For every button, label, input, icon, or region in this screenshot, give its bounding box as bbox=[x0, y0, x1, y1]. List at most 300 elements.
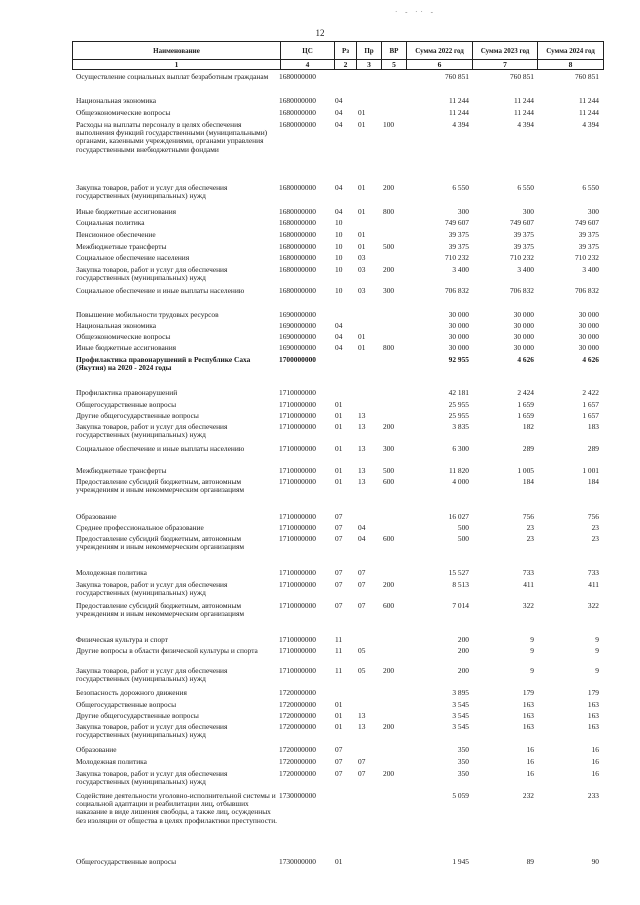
cell-s23: 749 607 bbox=[509, 218, 534, 227]
cell-vr: 600 bbox=[383, 534, 395, 543]
cell-s24: 4 626 bbox=[582, 355, 599, 364]
cell-s24: 183 bbox=[587, 422, 599, 431]
cell-s22: 11 244 bbox=[448, 96, 469, 105]
cell-s23: 232 bbox=[522, 791, 534, 800]
cell-s23: 4 626 bbox=[517, 355, 534, 364]
header-num-7: 7 bbox=[473, 60, 538, 70]
cell-pr: 07 bbox=[358, 580, 366, 589]
cell-name: Национальная экономика bbox=[76, 96, 157, 105]
cell-rz: 04 bbox=[335, 108, 343, 117]
cell-s24: 30 000 bbox=[578, 321, 599, 330]
cell-s23: 30 000 bbox=[513, 332, 534, 341]
cell-name: Профилактика правонарушений в Республике Саха (Якутия) на 2020 - 2024 годы bbox=[76, 355, 251, 373]
cell-s23: 1 005 bbox=[517, 466, 534, 475]
cell-s22: 3 895 bbox=[452, 688, 469, 697]
header-sum-2023: Сумма 2023 год bbox=[473, 42, 538, 60]
cell-s24: 163 bbox=[587, 711, 599, 720]
cell-s24: 1 657 bbox=[582, 411, 599, 420]
cell-s24: 184 bbox=[587, 477, 599, 486]
cell-rz: 11 bbox=[335, 666, 343, 675]
cell-s22: 11 244 bbox=[448, 108, 469, 117]
cell-s24: 289 bbox=[587, 444, 599, 453]
cell-name: Межбюджетные трансферты bbox=[76, 466, 167, 475]
cell-name: Предоставление субсидий бюджетным, автономным учреждениям и иным некоммерческим организациям bbox=[76, 477, 245, 495]
cell-cs: 1720000000 bbox=[279, 711, 316, 720]
cell-name: Социальное обеспечение и иные выплаты населению bbox=[76, 444, 245, 453]
cell-s24: 706 832 bbox=[574, 286, 599, 295]
cell-s22: 200 bbox=[457, 666, 469, 675]
cell-cs: 1680000000 bbox=[279, 265, 316, 274]
cell-cs: 1710000000 bbox=[279, 512, 316, 521]
cell-cs: 1710000000 bbox=[279, 400, 316, 409]
cell-rz: 07 bbox=[335, 601, 343, 610]
cell-vr: 200 bbox=[383, 183, 395, 192]
cell-pr: 07 bbox=[358, 568, 366, 577]
cell-cs: 1710000000 bbox=[279, 422, 316, 431]
header-vr: ВР bbox=[382, 42, 407, 60]
cell-rz: 10 bbox=[335, 253, 343, 262]
cell-pr: 05 bbox=[358, 646, 366, 655]
cell-cs: 1710000000 bbox=[279, 534, 316, 543]
header-cs: ЦС bbox=[281, 42, 335, 60]
cell-rz: 07 bbox=[335, 512, 343, 521]
cell-s22: 350 bbox=[457, 745, 469, 754]
header-num-8: 8 bbox=[538, 60, 604, 70]
cell-cs: 1720000000 bbox=[279, 688, 316, 697]
cell-rz: 11 bbox=[335, 646, 343, 655]
cell-cs: 1710000000 bbox=[279, 635, 316, 644]
cell-s24: 710 232 bbox=[574, 253, 599, 262]
cell-name: Другие вопросы в области физической культуры и спорта bbox=[76, 646, 258, 655]
cell-s24: 179 bbox=[587, 688, 599, 697]
cell-cs: 1680000000 bbox=[279, 253, 316, 262]
cell-cs: 1680000000 bbox=[279, 242, 316, 251]
cell-s22: 15 527 bbox=[448, 568, 469, 577]
cell-rz: 01 bbox=[335, 857, 343, 866]
cell-name: Закупка товаров, работ и услуг для обеспечения государственных (муниципальных) нужд bbox=[76, 265, 228, 283]
cell-cs: 1690000000 bbox=[279, 332, 316, 341]
cell-pr: 01 bbox=[358, 207, 366, 216]
cell-s24: 9 bbox=[595, 666, 599, 675]
cell-s22: 92 955 bbox=[448, 355, 469, 364]
cell-rz: 04 bbox=[335, 332, 343, 341]
cell-s23: 23 bbox=[526, 523, 534, 532]
cell-s22: 11 820 bbox=[448, 466, 469, 475]
cell-pr: 13 bbox=[358, 466, 366, 475]
cell-s23: 163 bbox=[522, 700, 534, 709]
cell-s22: 8 513 bbox=[452, 580, 469, 589]
cell-s24: 733 bbox=[587, 568, 599, 577]
cell-s24: 90 bbox=[591, 857, 599, 866]
cell-s24: 1 657 bbox=[582, 400, 599, 409]
cell-pr: 07 bbox=[358, 601, 366, 610]
cell-rz: 10 bbox=[335, 218, 343, 227]
cell-s22: 30 000 bbox=[448, 310, 469, 319]
cell-pr: 07 bbox=[358, 757, 366, 766]
cell-cs: 1730000000 bbox=[279, 791, 316, 800]
cell-cs: 1690000000 bbox=[279, 310, 316, 319]
cell-s24: 411 bbox=[588, 580, 599, 589]
cell-cs: 1680000000 bbox=[279, 286, 316, 295]
cell-vr: 100 bbox=[383, 120, 395, 129]
cell-s22: 4 394 bbox=[452, 120, 469, 129]
cell-s23: 2 424 bbox=[517, 388, 534, 397]
cell-cs: 1710000000 bbox=[279, 666, 316, 675]
cell-name: Общегосударственные вопросы bbox=[76, 857, 177, 866]
cell-s23: 9 bbox=[530, 666, 534, 675]
cell-pr: 03 bbox=[358, 286, 366, 295]
cell-name: Молодежная политика bbox=[76, 568, 147, 577]
cell-rz: 01 bbox=[335, 700, 343, 709]
cell-vr: 600 bbox=[383, 477, 395, 486]
cell-s22: 706 832 bbox=[444, 286, 469, 295]
cell-rz: 07 bbox=[335, 580, 343, 589]
cell-s24: 11 244 bbox=[578, 96, 599, 105]
cell-name: Безопасность дорожного движения bbox=[76, 688, 187, 697]
cell-vr: 200 bbox=[383, 422, 395, 431]
cell-s22: 25 955 bbox=[448, 400, 469, 409]
cell-s23: 706 832 bbox=[509, 286, 534, 295]
cell-s22: 6 300 bbox=[452, 444, 469, 453]
cell-s22: 1 945 bbox=[452, 857, 469, 866]
cell-s24: 3 400 bbox=[582, 265, 599, 274]
cell-s22: 30 000 bbox=[448, 321, 469, 330]
cell-s24: 2 422 bbox=[582, 388, 599, 397]
cell-s22: 710 232 bbox=[444, 253, 469, 262]
cell-s23: 11 244 bbox=[513, 108, 534, 117]
cell-name: Закупка товаров, работ и услуг для обеспечения государственных (муниципальных) нужд bbox=[76, 580, 228, 598]
cell-rz: 04 bbox=[335, 96, 343, 105]
header-sum-2024: Сумма 2024 год bbox=[538, 42, 604, 60]
cell-name: Расходы на выплаты персоналу в целях обеспечения выполнения функций государственными (муниципальными) органами, казенными учреждениями, органами управления государственными внебюджетными фондами bbox=[76, 120, 268, 154]
cell-s24: 30 000 bbox=[578, 310, 599, 319]
cell-name: Осуществление социальных выплат безработным гражданам bbox=[76, 72, 269, 81]
cell-name: Общеэкономические вопросы bbox=[76, 332, 171, 341]
cell-s24: 6 550 bbox=[582, 183, 599, 192]
cell-cs: 1710000000 bbox=[279, 388, 316, 397]
cell-cs: 1700000000 bbox=[279, 355, 316, 364]
cell-s23: 16 bbox=[526, 757, 534, 766]
cell-vr: 200 bbox=[383, 265, 395, 274]
cell-cs: 1720000000 bbox=[279, 700, 316, 709]
cell-s23: 30 000 bbox=[513, 310, 534, 319]
cell-pr: 05 bbox=[358, 666, 366, 675]
cell-rz: 04 bbox=[335, 120, 343, 129]
cell-s24: 749 607 bbox=[574, 218, 599, 227]
cell-pr: 01 bbox=[358, 343, 366, 352]
cell-vr: 800 bbox=[383, 343, 395, 352]
cell-name: Иные бюджетные ассигнования bbox=[76, 207, 177, 216]
header-num-2: 2 bbox=[335, 60, 357, 70]
cell-pr: 13 bbox=[358, 722, 366, 731]
cell-pr: 03 bbox=[358, 265, 366, 274]
cell-s22: 6 550 bbox=[452, 183, 469, 192]
cell-rz: 01 bbox=[335, 444, 343, 453]
cell-s23: 39 375 bbox=[513, 230, 534, 239]
cell-s24: 4 394 bbox=[582, 120, 599, 129]
cell-name: Пенсионное обеспечение bbox=[76, 230, 156, 239]
cell-s24: 9 bbox=[595, 646, 599, 655]
cell-rz: 04 bbox=[335, 343, 343, 352]
cell-s23: 11 244 bbox=[513, 96, 534, 105]
cell-s22: 30 000 bbox=[448, 332, 469, 341]
cell-s22: 16 027 bbox=[448, 512, 469, 521]
cell-s24: 163 bbox=[587, 700, 599, 709]
cell-s23: 300 bbox=[522, 207, 534, 216]
cell-pr: 13 bbox=[358, 444, 366, 453]
cell-s24: 163 bbox=[587, 722, 599, 731]
header-num-6: 6 bbox=[407, 60, 473, 70]
cell-vr: 600 bbox=[383, 601, 395, 610]
cell-pr: 01 bbox=[358, 108, 366, 117]
cell-s22: 749 607 bbox=[444, 218, 469, 227]
cell-rz: 01 bbox=[335, 422, 343, 431]
cell-name: Закупка товаров, работ и услуг для обеспечения государственных (муниципальных) нужд bbox=[76, 183, 228, 201]
cell-s22: 350 bbox=[457, 757, 469, 766]
cell-s22: 3 545 bbox=[452, 722, 469, 731]
cell-name: Предоставление субсидий бюджетным, автономным учреждениям и иным некоммерческим организациям bbox=[76, 534, 245, 552]
cell-rz: 04 bbox=[335, 321, 343, 330]
cell-s23: 4 394 bbox=[517, 120, 534, 129]
cell-cs: 1680000000 bbox=[279, 230, 316, 239]
cell-s24: 23 bbox=[591, 523, 599, 532]
cell-cs: 1710000000 bbox=[279, 444, 316, 453]
cell-s23: 322 bbox=[522, 601, 534, 610]
cell-cs: 1720000000 bbox=[279, 769, 316, 778]
cell-rz: 10 bbox=[335, 265, 343, 274]
cell-s22: 200 bbox=[457, 635, 469, 644]
cell-s23: 3 400 bbox=[517, 265, 534, 274]
cell-s23: 733 bbox=[522, 568, 534, 577]
cell-s22: 39 375 bbox=[448, 230, 469, 239]
cell-pr: 13 bbox=[358, 411, 366, 420]
cell-s23: 756 bbox=[522, 512, 534, 521]
cell-vr: 800 bbox=[383, 207, 395, 216]
cell-cs: 1710000000 bbox=[279, 601, 316, 610]
cell-rz: 07 bbox=[335, 534, 343, 543]
cell-s24: 30 000 bbox=[578, 332, 599, 341]
cell-name: Повышение мобильности трудовых ресурсов bbox=[76, 310, 219, 319]
cell-name: Закупка товаров, работ и услуг для обеспечения государственных (муниципальных) нужд bbox=[76, 666, 228, 684]
cell-vr: 500 bbox=[383, 242, 395, 251]
header-num-5: 5 bbox=[382, 60, 407, 70]
cell-cs: 1710000000 bbox=[279, 646, 316, 655]
header-rz: Рз bbox=[335, 42, 357, 60]
cell-s24: 233 bbox=[587, 791, 599, 800]
cell-name: Закупка товаров, работ и услуг для обеспечения государственных (муниципальных) нужд bbox=[76, 769, 228, 787]
cell-rz: 01 bbox=[335, 466, 343, 475]
cell-pr: 07 bbox=[358, 769, 366, 778]
cell-name: Образование bbox=[76, 745, 117, 754]
cell-rz: 10 bbox=[335, 242, 343, 251]
cell-cs: 1730000000 bbox=[279, 857, 316, 866]
cell-name: Социальное обеспечение населения bbox=[76, 253, 190, 262]
cell-vr: 200 bbox=[383, 666, 395, 675]
cell-s24: 16 bbox=[591, 757, 599, 766]
cell-cs: 1720000000 bbox=[279, 745, 316, 754]
cell-s22: 200 bbox=[457, 646, 469, 655]
cell-name: Физическая культура и спорт bbox=[76, 635, 168, 644]
cell-s24: 39 375 bbox=[578, 230, 599, 239]
cell-s24: 300 bbox=[587, 207, 599, 216]
cell-name: Содействие деятельности уголовно-исполнительной системы и социальной адаптации и реабилитации лиц, отбывших наказание в виде лишения свободы, а также лиц, осужденных без изоляции от общества в целях профилактики преступности. bbox=[76, 791, 278, 825]
cell-s23: 182 bbox=[522, 422, 534, 431]
cell-s22: 42 181 bbox=[448, 388, 469, 397]
cell-pr: 13 bbox=[358, 477, 366, 486]
cell-pr: 01 bbox=[358, 230, 366, 239]
cell-s24: 30 000 bbox=[578, 343, 599, 352]
cell-cs: 1680000000 bbox=[279, 108, 316, 117]
cell-s23: 39 375 bbox=[513, 242, 534, 251]
cell-s22: 3 545 bbox=[452, 711, 469, 720]
cell-cs: 1680000000 bbox=[279, 120, 316, 129]
cell-name: Другие общегосударственные вопросы bbox=[76, 411, 199, 420]
cell-s22: 350 bbox=[457, 769, 469, 778]
cell-name: Молодежная политика bbox=[76, 757, 147, 766]
cell-rz: 07 bbox=[335, 745, 343, 754]
cell-name: Общегосударственные вопросы bbox=[76, 400, 177, 409]
cell-rz: 10 bbox=[335, 230, 343, 239]
cell-pr: 03 bbox=[358, 253, 366, 262]
cell-s22: 25 955 bbox=[448, 411, 469, 420]
cell-s23: 760 851 bbox=[509, 72, 534, 81]
cell-name: Национальная экономика bbox=[76, 321, 157, 330]
cell-s23: 411 bbox=[523, 580, 534, 589]
cell-name: Социальная политика bbox=[76, 218, 145, 227]
cell-s23: 9 bbox=[530, 646, 534, 655]
cell-cs: 1680000000 bbox=[279, 183, 316, 192]
cell-s23: 163 bbox=[522, 711, 534, 720]
cell-rz: 01 bbox=[335, 411, 343, 420]
cell-name: Предоставление субсидий бюджетным, автономным учреждениям и иным некоммерческим организациям bbox=[76, 601, 245, 619]
cell-rz: 04 bbox=[335, 207, 343, 216]
cell-pr: 01 bbox=[358, 242, 366, 251]
cell-name: Социальное обеспечение и иные выплаты населению bbox=[76, 286, 245, 295]
cell-s23: 23 bbox=[526, 534, 534, 543]
cell-pr: 01 bbox=[358, 183, 366, 192]
cell-rz: 10 bbox=[335, 286, 343, 295]
cell-s23: 1 659 bbox=[517, 411, 534, 420]
cell-cs: 1720000000 bbox=[279, 722, 316, 731]
cell-vr: 200 bbox=[383, 769, 395, 778]
cell-s23: 89 bbox=[526, 857, 534, 866]
cell-pr: 01 bbox=[358, 332, 366, 341]
cell-s22: 3 545 bbox=[452, 700, 469, 709]
cell-cs: 1710000000 bbox=[279, 523, 316, 532]
cell-s24: 756 bbox=[587, 512, 599, 521]
cell-s24: 39 375 bbox=[578, 242, 599, 251]
cell-cs: 1690000000 bbox=[279, 321, 316, 330]
cell-rz: 07 bbox=[335, 757, 343, 766]
cell-name: Общегосударственные вопросы bbox=[76, 700, 177, 709]
cell-name: Иные бюджетные ассигнования bbox=[76, 343, 177, 352]
header-num-3: 3 bbox=[357, 60, 382, 70]
scan-marks: · - ·· - bbox=[395, 8, 436, 16]
cell-rz: 07 bbox=[335, 769, 343, 778]
cell-s23: 6 550 bbox=[517, 183, 534, 192]
header-pr: Пр bbox=[357, 42, 382, 60]
cell-s22: 500 bbox=[457, 534, 469, 543]
cell-vr: 200 bbox=[383, 722, 395, 731]
cell-s22: 500 bbox=[457, 523, 469, 532]
cell-cs: 1710000000 bbox=[279, 568, 316, 577]
header-num-1: 1 bbox=[73, 60, 281, 70]
cell-cs: 1710000000 bbox=[279, 466, 316, 475]
cell-rz: 07 bbox=[335, 568, 343, 577]
cell-cs: 1680000000 bbox=[279, 218, 316, 227]
cell-name: Образование bbox=[76, 512, 117, 521]
cell-s22: 3 835 bbox=[452, 422, 469, 431]
cell-s23: 179 bbox=[522, 688, 534, 697]
cell-cs: 1710000000 bbox=[279, 477, 316, 486]
cell-cs: 1710000000 bbox=[279, 580, 316, 589]
cell-pr: 04 bbox=[358, 523, 366, 532]
cell-s22: 3 400 bbox=[452, 265, 469, 274]
header-sum-2022: Сумма 2022 год bbox=[407, 42, 473, 60]
cell-s23: 16 bbox=[526, 769, 534, 778]
cell-s24: 11 244 bbox=[578, 108, 599, 117]
cell-s22: 5 059 bbox=[452, 791, 469, 800]
cell-rz: 01 bbox=[335, 722, 343, 731]
cell-name: Среднее профессиональное образование bbox=[76, 523, 204, 532]
cell-name: Межбюджетные трансферты bbox=[76, 242, 167, 251]
cell-rz: 07 bbox=[335, 523, 343, 532]
cell-s23: 1 659 bbox=[517, 400, 534, 409]
cell-pr: 13 bbox=[358, 422, 366, 431]
cell-s23: 9 bbox=[530, 635, 534, 644]
cell-s24: 16 bbox=[591, 769, 599, 778]
cell-s22: 39 375 bbox=[448, 242, 469, 251]
cell-s24: 9 bbox=[595, 635, 599, 644]
cell-pr: 01 bbox=[358, 120, 366, 129]
cell-pr: 04 bbox=[358, 534, 366, 543]
page-number: 12 bbox=[315, 28, 325, 38]
cell-name: Общеэкономические вопросы bbox=[76, 108, 171, 117]
cell-rz: 01 bbox=[335, 711, 343, 720]
cell-rz: 11 bbox=[335, 635, 343, 644]
cell-s24: 23 bbox=[591, 534, 599, 543]
cell-pr: 13 bbox=[358, 711, 366, 720]
cell-s24: 1 001 bbox=[582, 466, 599, 475]
cell-s22: 4 000 bbox=[452, 477, 469, 486]
cell-vr: 300 bbox=[383, 286, 395, 295]
cell-s24: 16 bbox=[591, 745, 599, 754]
cell-cs: 1690000000 bbox=[279, 343, 316, 352]
cell-cs: 1680000000 bbox=[279, 207, 316, 216]
cell-name: Закупка товаров, работ и услуг для обеспечения государственных (муниципальных) нужд bbox=[76, 422, 228, 440]
cell-s22: 300 bbox=[457, 207, 469, 216]
cell-s23: 16 bbox=[526, 745, 534, 754]
cell-cs: 1680000000 bbox=[279, 96, 316, 105]
cell-vr: 200 bbox=[383, 580, 395, 589]
cell-cs: 1720000000 bbox=[279, 757, 316, 766]
cell-s22: 760 851 bbox=[444, 72, 469, 81]
cell-s23: 289 bbox=[522, 444, 534, 453]
cell-vr: 300 bbox=[383, 444, 395, 453]
cell-s23: 30 000 bbox=[513, 321, 534, 330]
cell-name: Другие общегосударственные вопросы bbox=[76, 711, 199, 720]
cell-cs: 1680000000 bbox=[279, 72, 316, 81]
cell-s23: 184 bbox=[522, 477, 534, 486]
header-name: Наименование bbox=[73, 42, 281, 60]
cell-rz: 01 bbox=[335, 400, 343, 409]
cell-s23: 163 bbox=[522, 722, 534, 731]
cell-cs: 1710000000 bbox=[279, 411, 316, 420]
cell-rz: 04 bbox=[335, 183, 343, 192]
cell-name: Закупка товаров, работ и услуг для обеспечения государственных (муниципальных) нужд bbox=[76, 722, 228, 740]
cell-name: Профилактика правонарушений bbox=[76, 388, 178, 397]
cell-s24: 322 bbox=[587, 601, 599, 610]
